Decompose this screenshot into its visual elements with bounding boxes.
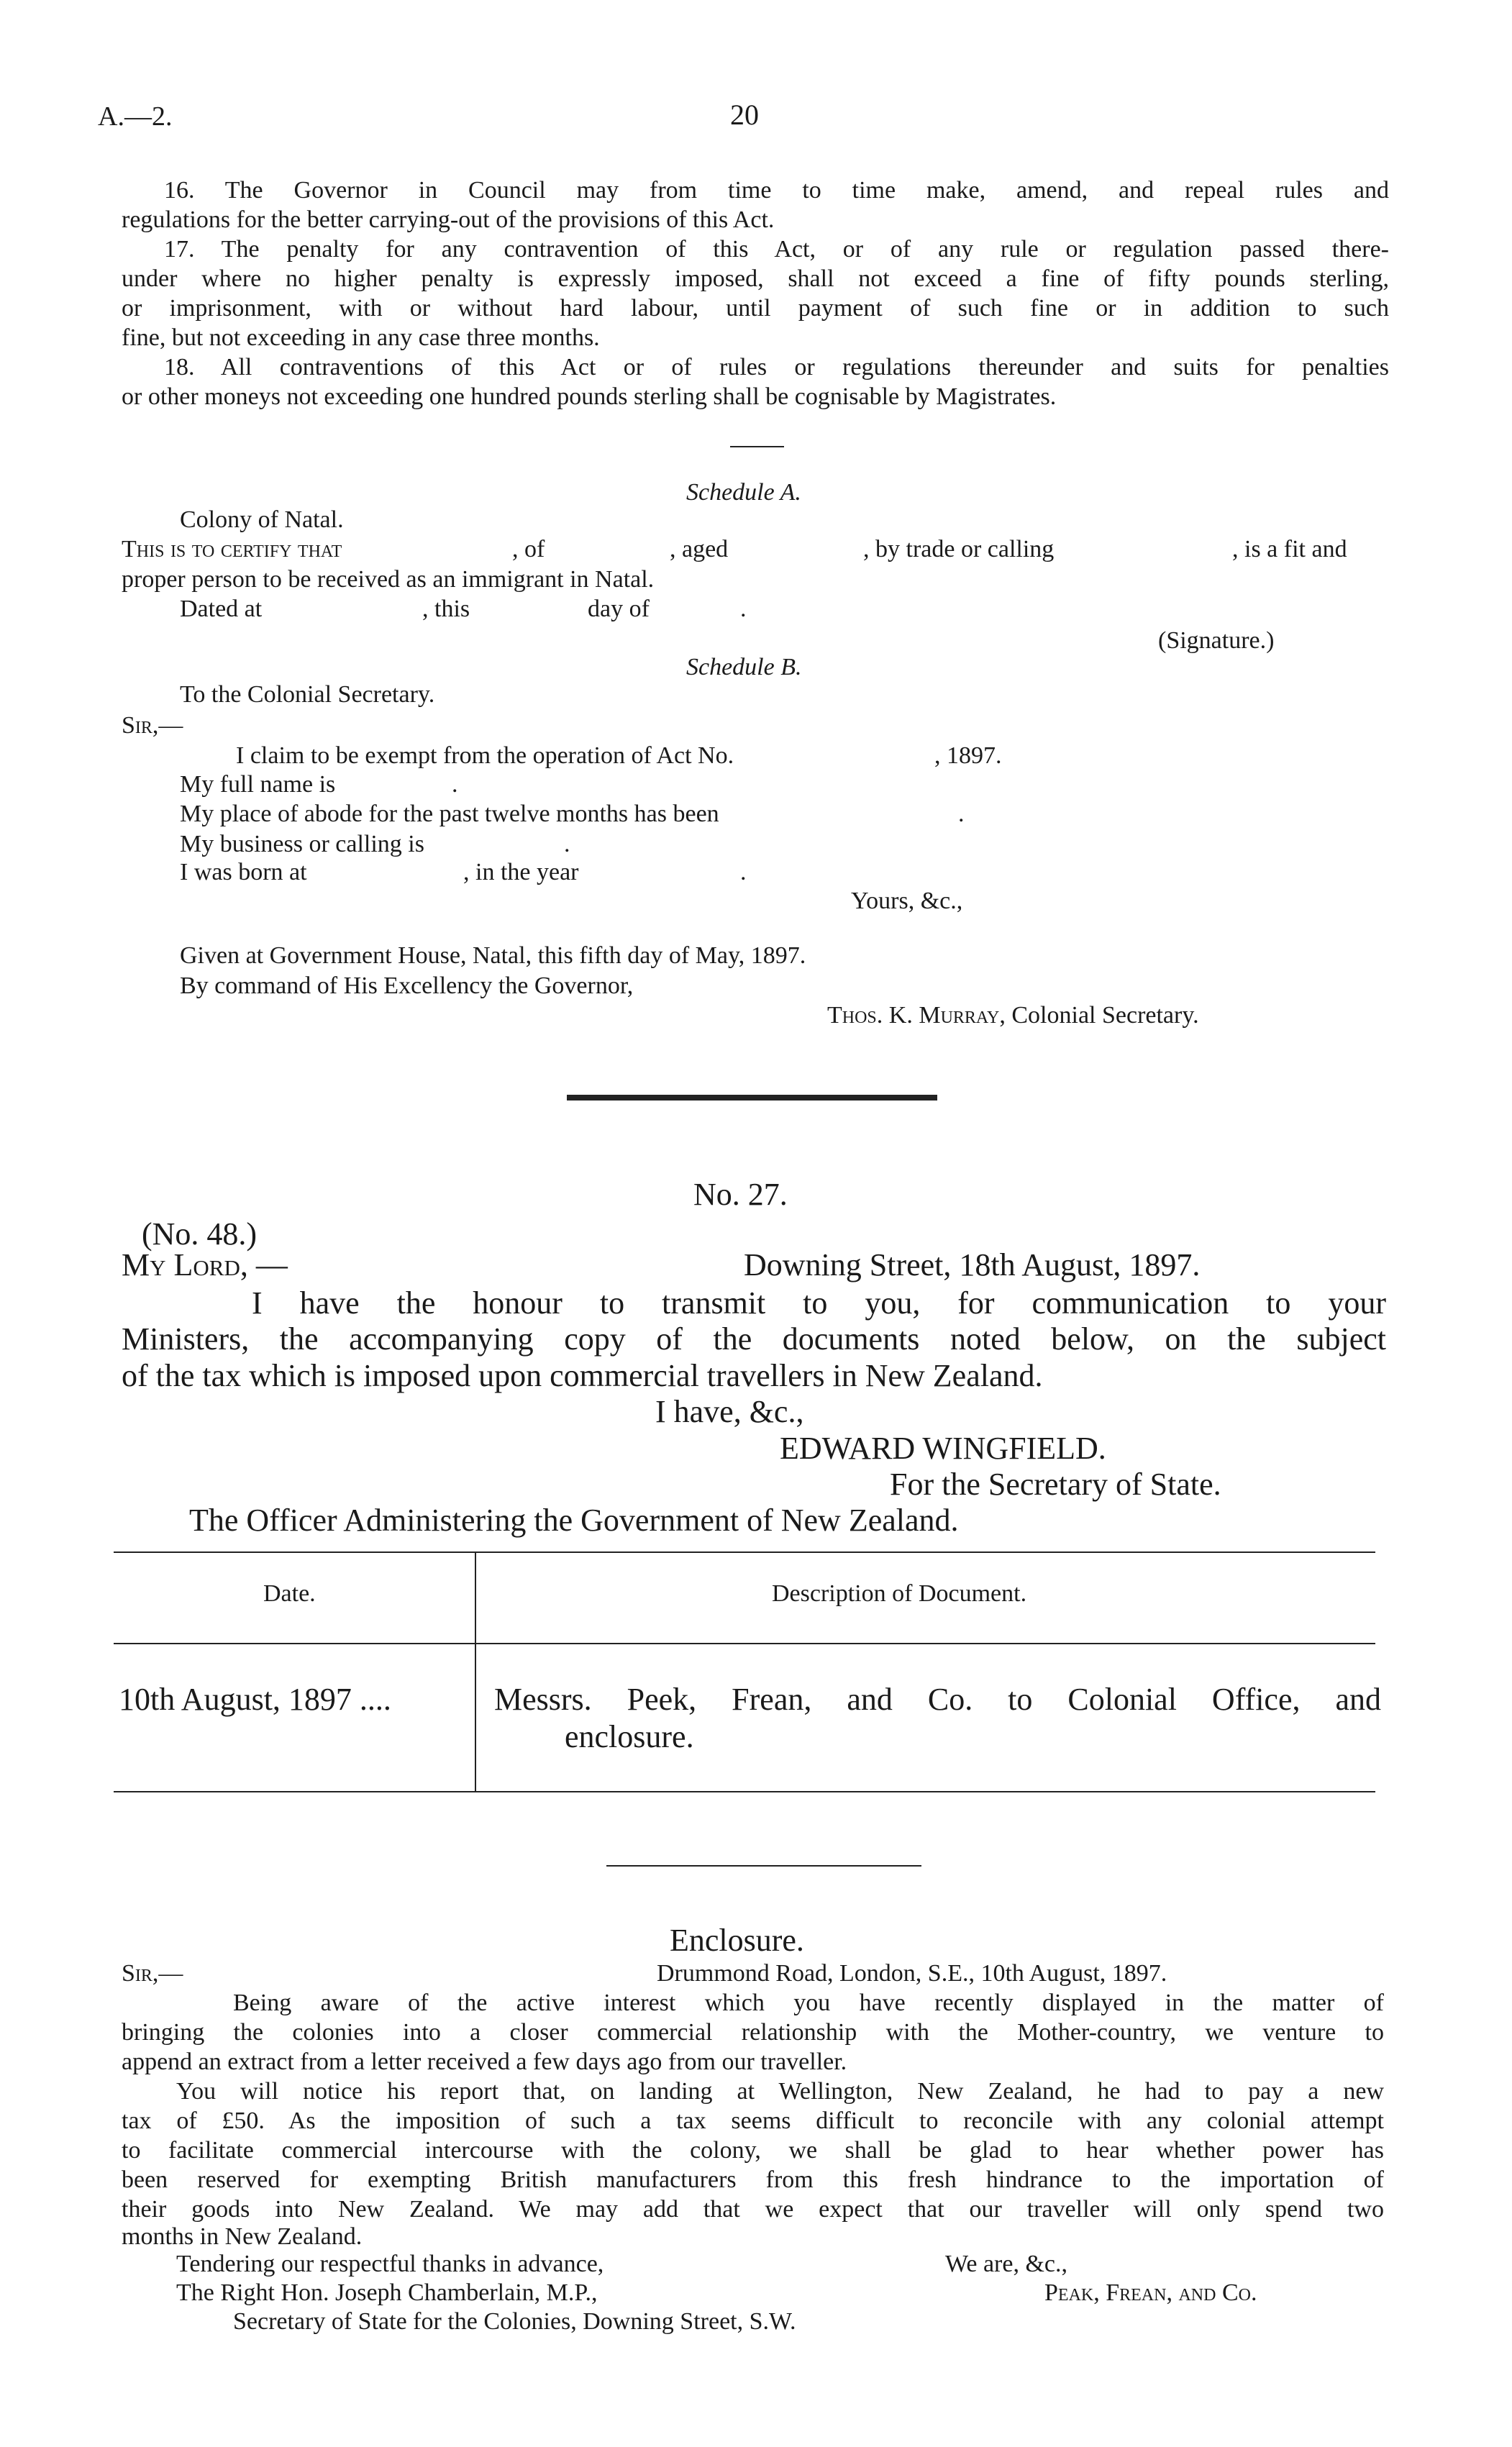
table-header-description: Description of Document.: [772, 1580, 1027, 1607]
enclosure-body-line: months in New Zealand.: [122, 2223, 363, 2250]
schedule-b-title: Schedule B.: [686, 654, 802, 680]
business-text: .: [564, 831, 570, 857]
abode-text: .: [958, 801, 965, 827]
letter-signer: EDWARD WINGFIELD.: [780, 1431, 1106, 1466]
row-date: 10th August, 1897 ....: [119, 1682, 391, 1717]
signer: [827, 1001, 1199, 1030]
name-text: My full name is: [180, 771, 336, 798]
letter-body-line: of the tax which is imposed upon commercial travellers in New Zealand.: [122, 1358, 1043, 1393]
signer-title: Colonial Secretary.: [1011, 1002, 1199, 1029]
table-bottom-border: [114, 1791, 1375, 1792]
letter-closing: I have, &c.,: [655, 1394, 804, 1429]
enclosure-addressee: The Right Hon. Joseph Chamberlain, M.P.,: [176, 2279, 598, 2306]
document-reference: A.—2.: [98, 101, 173, 132]
enclosure-body-line: tax of £50. As the imposition of such a tax seems difficult to reconcile with any colonial attempt: [122, 2107, 1384, 2134]
dated-text: .: [740, 596, 747, 622]
letter-signer-role: For the Secretary of State.: [890, 1467, 1221, 1502]
table-header-border: [114, 1643, 1375, 1644]
enclosure-addressee-title: Secretary of State for the Colonies, Downing Street, S.W.: [233, 2308, 796, 2335]
certify-text: , of: [512, 536, 545, 562]
letter-body-line: Ministers, the accompanying copy of the documents noted below, on the subject: [122, 1321, 1386, 1357]
schedule-b-closing: Yours, &c.,: [851, 888, 963, 914]
schedule-b-salutation: Sir,—: [122, 712, 183, 739]
section-17-line: under where no higher penalty is expressly imposed, shall not exceed a fine of fifty pounds sterling,: [122, 265, 1389, 292]
dated-text: day of: [588, 596, 650, 622]
born-text: I was born at: [180, 859, 307, 885]
signature-label: (Signature.): [1158, 627, 1275, 654]
abode-text: My place of abode for the past twelve months has been: [180, 801, 719, 827]
thick-divider: [567, 1095, 937, 1101]
row-description: enclosure.: [565, 1719, 694, 1754]
signer-name: Thos. K. Murray,: [827, 1002, 1006, 1029]
enclosure-address: Drummond Road, London, S.E., 10th August, 1897.: [657, 1960, 1167, 1987]
letter-salutation: My Lord, —: [122, 1247, 288, 1282]
section-17-line: 17. The penalty for any contravention of this Act, or of any rule or regulation passed there-: [164, 236, 1389, 263]
schedule-b-to: To the Colonial Secretary.: [180, 681, 435, 708]
section-17-line: fine, but not exceeding in any case three months.: [122, 324, 600, 351]
section-divider: [606, 1865, 921, 1867]
certify-text: proper person to be received as an immigrant in Natal.: [122, 566, 655, 593]
letter-addressee: The Officer Administering the Government of New Zealand.: [189, 1503, 959, 1538]
section-divider: [730, 446, 784, 447]
certify-text: , is a fit and: [1232, 536, 1347, 562]
enclosure-signer: Peak, Frean, and Co.: [1044, 2279, 1257, 2306]
born-text: , in the year: [463, 859, 579, 885]
letter-address: Downing Street, 18th August, 1897.: [744, 1247, 1201, 1282]
enclosure-body-line: their goods into New Zealand. We may add that we expect that our traveller will only spend two: [122, 2196, 1384, 2223]
section-18-line: or other moneys not exceeding one hundred pounds sterling shall be cognisable by Magistrates.: [122, 383, 1057, 410]
enclosure-closing: We are, &c.,: [945, 2251, 1067, 2277]
section-17-line: or imprisonment, with or without hard labour, until payment of such fine or in addition to such: [122, 295, 1389, 322]
certify-text: , aged: [670, 536, 729, 562]
table-top-border: [114, 1551, 1375, 1553]
row-description: Messrs. Peek, Frean, and Co. to Colonial Office, and: [494, 1682, 1381, 1717]
enclosure-title: Enclosure.: [670, 1923, 804, 1958]
enclosure-body-line: bringing the colonies into a closer commercial relationship with the Mother-country, we venture to: [122, 2019, 1384, 2046]
table-column-divider: [475, 1551, 476, 1791]
dated-text: Dated at: [180, 596, 263, 622]
section-16-line: 16. The Governor in Council may from time to time make, amend, and repeal rules and: [164, 177, 1389, 204]
certify-text: This is to certify that: [122, 536, 342, 562]
enclosure-body-line: You will notice his report that, on landing at Wellington, New Zealand, he had to pay a new: [176, 2078, 1384, 2105]
table-header-date: Date.: [263, 1580, 316, 1607]
claim-text: , 1897.: [934, 742, 1002, 769]
enclosure-body-line: been reserved for exempting British manufacturers from this fresh hindrance to the importation of: [122, 2166, 1384, 2193]
certify-text: , by trade or calling: [863, 536, 1055, 562]
enclosure-body-line: to facilitate commercial intercourse with the colony, we shall be glad to hear whether power has: [122, 2137, 1384, 2164]
business-text: My business or calling is: [180, 831, 424, 857]
schedule-a-title: Schedule A.: [686, 479, 801, 506]
claim-text: I claim to be exempt from the operation of Act No.: [236, 742, 734, 769]
enclosure-body-line: append an extract from a letter received a few days ago from our traveller.: [122, 2049, 847, 2075]
schedule-a-colony: Colony of Natal.: [180, 506, 344, 533]
enclosure-salutation: Sir,—: [122, 1960, 183, 1987]
section-18-line: 18. All contraventions of this Act or of rules or regulations thereunder and suits for penalties: [164, 354, 1389, 381]
given-line: Given at Government House, Natal, this fifth day of May, 1897.: [180, 942, 806, 969]
section-16-line: regulations for the better carrying-out of the provisions of this Act.: [122, 206, 775, 233]
born-text: .: [740, 859, 747, 885]
given-line: By command of His Excellency the Governor,: [180, 972, 634, 999]
name-text: .: [452, 771, 458, 798]
letter-body-line: I have the honour to transmit to you, for communication to your: [252, 1285, 1386, 1321]
letter-ref: (No. 48.): [142, 1216, 258, 1252]
enclosure-thanks: Tendering our respectful thanks in advance,: [176, 2251, 604, 2277]
page-number: 20: [730, 99, 759, 131]
enclosure-body-line: Being aware of the active interest which you have recently displayed in the matter of: [233, 1990, 1384, 2016]
dated-text: , this: [422, 596, 470, 622]
letter-number: No. 27.: [693, 1177, 788, 1212]
